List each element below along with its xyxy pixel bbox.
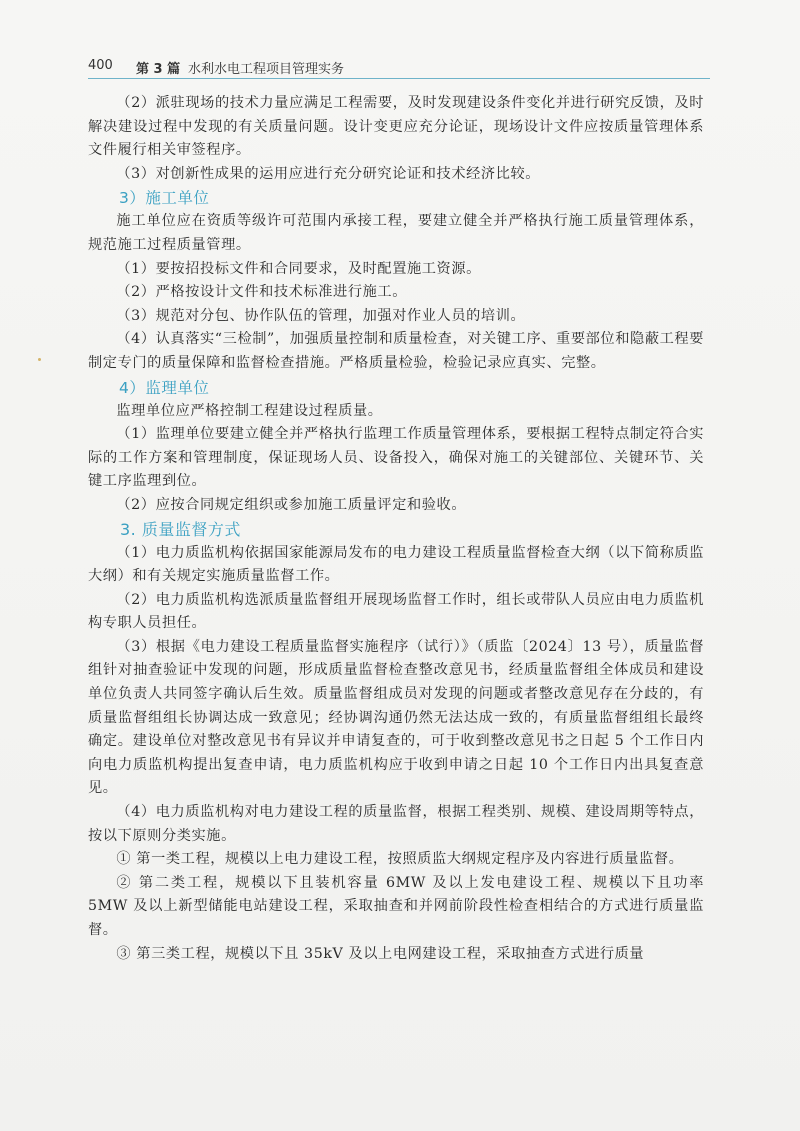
page-body <box>88 92 704 966</box>
paragraph: （1）监理单位要建立健全并严格执行监理工作质量管理体系，要根据工程特点制定符合实际的工作方案和管理制度，保证现场人员、设备投入，确保对施工的关键部位、关键环节、关键工序监理到位。 <box>88 426 704 490</box>
book-title: 水利水电工程项目管理实务 <box>188 62 345 77</box>
paragraph: （3）对创新性成果的运用应进行充分研究论证和技术经济比较。 <box>116 165 541 182</box>
running-header <box>88 55 708 79</box>
paragraph: （1）要按招投标文件和合同要求，及时配置施工资源。 <box>116 260 481 277</box>
paragraph: ② 第二类工程，规模以下且装机容量 6MW 及以上发电建设工程、规模以下且功率 5MW 及以上新型储能电站建设工程，采取抽查和并网前阶段性检查相结合的方式进行质量监督。 <box>88 874 704 938</box>
paragraph: 施工单位应在资质等级许可范围内承接工程，要建立健全并严格执行施工质量管理体系，规范施工过程质量管理。 <box>88 213 704 253</box>
paragraph: （2）派驻现场的技术力量应满足工程需要，及时发现建设条件变化并进行研究反馈，及时解决建设过程中发现的有关质量问题。设计变更应充分论证，现场设计文件应按质量管理体系文件履行相关审签程序。 <box>88 95 704 159</box>
section-heading-construction: 3）施工单位 <box>119 189 210 208</box>
paragraph: ③ 第三类工程，规模以下且 35kV 及以上电网建设工程，采取抽查方式进行质量 <box>116 945 645 962</box>
paragraph: （2）严格按设计文件和技术标准进行施工。 <box>116 284 407 301</box>
paragraph: （2）应按合同规定组织或参加施工质量评定和验收。 <box>116 496 467 513</box>
paragraph: （2）电力质监机构选派质量监督组开展现场监督工作时，组长或带队人员应由电力质监机构专职人员担任。 <box>88 591 704 632</box>
paragraph: （3）规范对分包、协作队伍的管理，加强对作业人员的培训。 <box>116 307 526 324</box>
paragraph: （1）电力质监机构依据国家能源局发布的电力建设工程质量监督检查大纲（以下简称质监大纲）和有关规定实施质量监督工作。 <box>88 544 704 585</box>
paragraph: 监理单位应严格控制工程建设过程质量。 <box>116 402 383 419</box>
header-rule <box>88 78 710 79</box>
paragraph: （4）电力质监机构对电力建设工程的质量监督，根据工程类别、规模、建设周期等特点，按以下原则分类实施。 <box>88 804 704 844</box>
paragraph: （3）根据《电力建设工程质量监督实施程序（试行）》（质监〔2024〕13 号），质量监督组针对抽查验证中发现的问题，形成质量监督检查整改意见书，经质量监督组全体成员和建设单位负责人共同签字确认后生效。质量监督组成员对发现的问题或者整改意见存在分歧的，有质量监督组组长协调达成一致意见；经协调沟通仍然无法达成一致的，有质量监督组组长最终确定。建设单位对整改意见书有异议并申请复查的，可于收到整改意见书之日起 5 个工作日内向电力质监机构提出复查申请，电力质监机构应于收到申请之日起 10 个工作日内出具复查意见。 <box>88 638 704 797</box>
page-number: 400 <box>88 58 113 73</box>
section-heading-supervision: 4）监理单位 <box>119 378 210 397</box>
section-heading-method: 3. 质量监督方式 <box>120 519 241 539</box>
paragraph: ① 第一类工程，规模以上电力建设工程，按照质监大纲规定程序及内容进行质量监督。 <box>116 851 684 868</box>
part-label: 第 3 篇 <box>136 62 181 77</box>
paragraph: （4）认真落实“三检制”，加强质量控制和质量检查，对关键工序、重要部位和隐蔽工程要制定专门的质量保障和监督检查措施。严格质量检验，检验记录应真实、完整。 <box>88 331 704 371</box>
margin-mark <box>38 358 41 361</box>
